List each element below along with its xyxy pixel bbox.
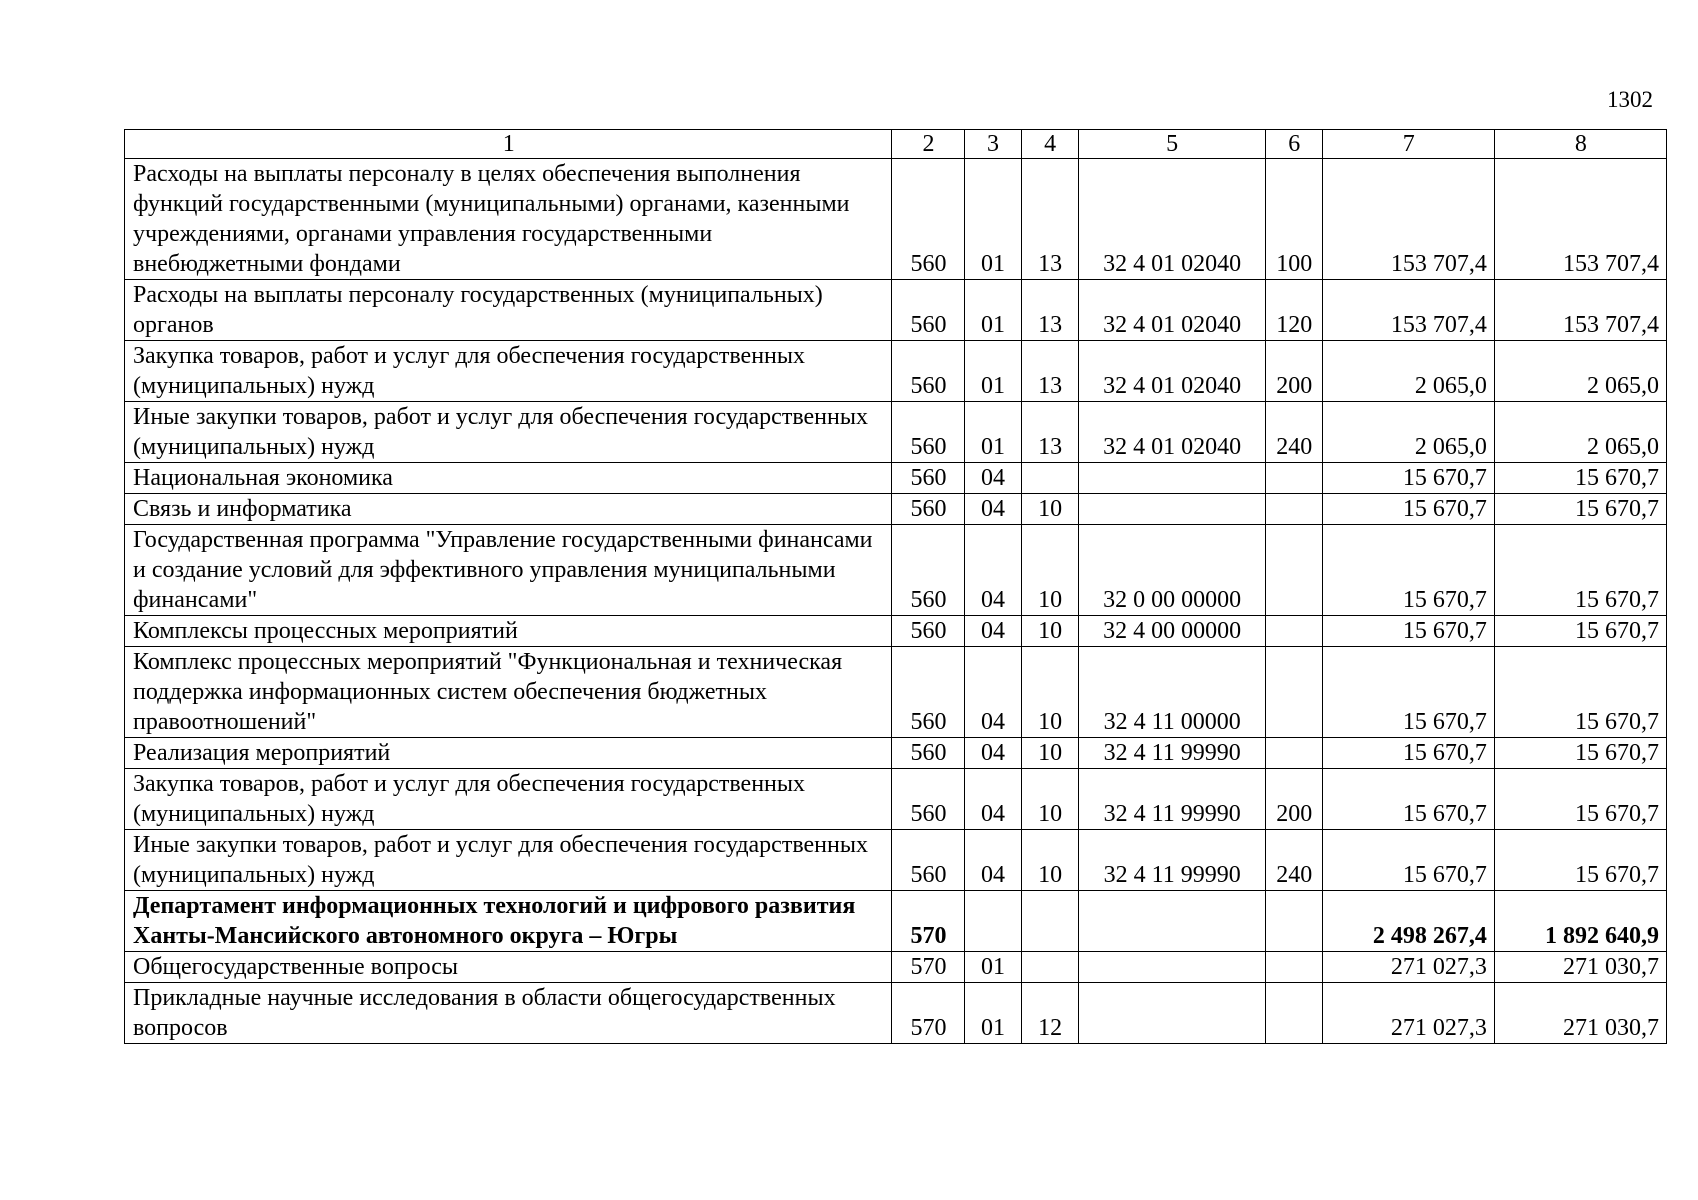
row-name-cell: Государственная программа "Управление государственными финансами и создание условий для эффективного управления муниципальными финансами" [125, 525, 892, 616]
row-expense-type-cell: 240 [1265, 402, 1322, 463]
table-header-row [125, 130, 1667, 159]
row-name-cell: Комплексы процессных мероприятий [125, 616, 892, 647]
row-section-cell: 01 [964, 341, 1021, 402]
row-subsection-cell: 13 [1021, 341, 1078, 402]
row-amount-2-cell: 15 670,7 [1494, 769, 1666, 830]
row-section-cell: 04 [964, 525, 1021, 616]
header-cell: 4 [1021, 130, 1078, 159]
row-subsection-cell: 10 [1021, 769, 1078, 830]
table-row [125, 463, 1667, 494]
header-cell: 2 [892, 130, 964, 159]
row-amount-1-cell: 15 670,7 [1322, 525, 1494, 616]
row-target-article-cell: 32 4 11 00000 [1078, 647, 1265, 738]
row-code-cell: 560 [892, 463, 964, 494]
row-name-cell: Закупка товаров, работ и услуг для обеспечения государственных (муниципальных) нужд [125, 341, 892, 402]
row-amount-2-cell: 15 670,7 [1494, 647, 1666, 738]
row-amount-2-cell: 271 030,7 [1494, 983, 1666, 1044]
row-code-cell: 560 [892, 830, 964, 891]
table-row [125, 891, 1667, 952]
row-target-article-cell [1078, 983, 1265, 1044]
row-target-article-cell: 32 4 11 99990 [1078, 830, 1265, 891]
row-amount-2-cell: 153 707,4 [1494, 280, 1666, 341]
row-amount-1-cell: 15 670,7 [1322, 616, 1494, 647]
header-cell: 6 [1265, 130, 1322, 159]
row-section-cell: 01 [964, 402, 1021, 463]
row-code-cell: 560 [892, 738, 964, 769]
row-amount-2-cell: 153 707,4 [1494, 159, 1666, 280]
row-section-cell: 04 [964, 769, 1021, 830]
row-code-cell: 560 [892, 494, 964, 525]
row-subsection-cell: 10 [1021, 738, 1078, 769]
row-expense-type-cell [1265, 891, 1322, 952]
row-amount-2-cell: 1 892 640,9 [1494, 891, 1666, 952]
row-target-article-cell [1078, 463, 1265, 494]
row-expense-type-cell: 200 [1265, 769, 1322, 830]
row-target-article-cell: 32 4 11 99990 [1078, 738, 1265, 769]
table-row [125, 341, 1667, 402]
row-name-cell: Прикладные научные исследования в области общегосударственных вопросов [125, 983, 892, 1044]
row-amount-2-cell: 15 670,7 [1494, 830, 1666, 891]
table-row [125, 830, 1667, 891]
row-subsection-cell [1021, 891, 1078, 952]
row-subsection-cell: 10 [1021, 830, 1078, 891]
table-row [125, 983, 1667, 1044]
row-section-cell: 04 [964, 494, 1021, 525]
table-row [125, 280, 1667, 341]
row-expense-type-cell [1265, 463, 1322, 494]
row-target-article-cell: 32 4 01 02040 [1078, 159, 1265, 280]
row-name-cell: Реализация мероприятий [125, 738, 892, 769]
row-subsection-cell [1021, 463, 1078, 494]
row-target-article-cell: 32 4 01 02040 [1078, 280, 1265, 341]
row-target-article-cell: 32 4 00 00000 [1078, 616, 1265, 647]
row-code-cell: 560 [892, 616, 964, 647]
row-name-cell: Департамент информационных технологий и цифрового развития Ханты-Мансийского автономного округа – Югры [125, 891, 892, 952]
row-amount-2-cell: 2 065,0 [1494, 341, 1666, 402]
row-expense-type-cell: 120 [1265, 280, 1322, 341]
table-row [125, 952, 1667, 983]
header-cell: 1 [125, 130, 892, 159]
row-amount-2-cell: 15 670,7 [1494, 494, 1666, 525]
row-name-cell: Комплекс процессных мероприятий "Функциональная и техническая поддержка информационных систем обеспечения бюджетных правоотношений" [125, 647, 892, 738]
row-target-article-cell: 32 4 11 99990 [1078, 769, 1265, 830]
row-amount-2-cell: 15 670,7 [1494, 525, 1666, 616]
row-section-cell: 01 [964, 983, 1021, 1044]
row-section-cell: 04 [964, 738, 1021, 769]
row-code-cell: 570 [892, 983, 964, 1044]
header-cell: 5 [1078, 130, 1265, 159]
row-amount-2-cell: 271 030,7 [1494, 952, 1666, 983]
row-name-cell: Расходы на выплаты персоналу государственных (муниципальных) органов [125, 280, 892, 341]
row-target-article-cell [1078, 891, 1265, 952]
row-amount-1-cell: 153 707,4 [1322, 280, 1494, 341]
row-amount-1-cell: 15 670,7 [1322, 830, 1494, 891]
row-code-cell: 560 [892, 341, 964, 402]
table-row [125, 494, 1667, 525]
row-code-cell: 560 [892, 525, 964, 616]
row-amount-1-cell: 15 670,7 [1322, 494, 1494, 525]
row-code-cell: 570 [892, 952, 964, 983]
row-code-cell: 560 [892, 769, 964, 830]
row-subsection-cell: 13 [1021, 280, 1078, 341]
row-expense-type-cell [1265, 647, 1322, 738]
row-expense-type-cell: 100 [1265, 159, 1322, 280]
row-amount-2-cell: 15 670,7 [1494, 738, 1666, 769]
row-code-cell: 570 [892, 891, 964, 952]
row-section-cell: 04 [964, 830, 1021, 891]
table-row [125, 525, 1667, 616]
header-cell: 3 [964, 130, 1021, 159]
row-amount-1-cell: 15 670,7 [1322, 769, 1494, 830]
row-amount-2-cell: 15 670,7 [1494, 616, 1666, 647]
row-code-cell: 560 [892, 159, 964, 280]
row-amount-1-cell: 15 670,7 [1322, 647, 1494, 738]
budget-table [124, 129, 1667, 1044]
table-row [125, 159, 1667, 280]
row-code-cell: 560 [892, 280, 964, 341]
row-expense-type-cell [1265, 525, 1322, 616]
row-target-article-cell [1078, 494, 1265, 525]
row-section-cell: 04 [964, 616, 1021, 647]
row-section-cell [964, 891, 1021, 952]
row-amount-1-cell: 15 670,7 [1322, 463, 1494, 494]
row-name-cell: Закупка товаров, работ и услуг для обеспечения государственных (муниципальных) нужд [125, 769, 892, 830]
row-amount-2-cell: 15 670,7 [1494, 463, 1666, 494]
row-section-cell: 01 [964, 952, 1021, 983]
row-section-cell: 01 [964, 280, 1021, 341]
row-subsection-cell: 10 [1021, 494, 1078, 525]
header-cell: 7 [1322, 130, 1494, 159]
row-amount-1-cell: 2 498 267,4 [1322, 891, 1494, 952]
row-subsection-cell: 10 [1021, 616, 1078, 647]
row-subsection-cell [1021, 952, 1078, 983]
row-target-article-cell: 32 4 01 02040 [1078, 341, 1265, 402]
row-name-cell: Национальная экономика [125, 463, 892, 494]
row-code-cell: 560 [892, 402, 964, 463]
header-cell: 8 [1494, 130, 1666, 159]
row-expense-type-cell [1265, 494, 1322, 525]
row-name-cell: Иные закупки товаров, работ и услуг для обеспечения государственных (муниципальных) нужд [125, 830, 892, 891]
row-section-cell: 01 [964, 159, 1021, 280]
row-target-article-cell [1078, 952, 1265, 983]
row-amount-1-cell: 15 670,7 [1322, 738, 1494, 769]
row-section-cell: 04 [964, 647, 1021, 738]
row-name-cell: Общегосударственные вопросы [125, 952, 892, 983]
row-expense-type-cell [1265, 738, 1322, 769]
row-code-cell: 560 [892, 647, 964, 738]
row-amount-2-cell: 2 065,0 [1494, 402, 1666, 463]
row-name-cell: Связь и информатика [125, 494, 892, 525]
row-section-cell: 04 [964, 463, 1021, 494]
row-subsection-cell: 13 [1021, 159, 1078, 280]
row-expense-type-cell [1265, 952, 1322, 983]
row-amount-1-cell: 2 065,0 [1322, 402, 1494, 463]
table-row [125, 402, 1667, 463]
row-expense-type-cell [1265, 983, 1322, 1044]
row-target-article-cell: 32 0 00 00000 [1078, 525, 1265, 616]
row-subsection-cell: 12 [1021, 983, 1078, 1044]
row-target-article-cell: 32 4 01 02040 [1078, 402, 1265, 463]
row-amount-1-cell: 153 707,4 [1322, 159, 1494, 280]
table-row [125, 647, 1667, 738]
table-row [125, 616, 1667, 647]
row-subsection-cell: 10 [1021, 525, 1078, 616]
row-name-cell: Расходы на выплаты персоналу в целях обеспечения выполнения функций государственными (муниципальными) органами, казенными учреждениями, органами управления государственными внебюджетными фондами [125, 159, 892, 280]
row-amount-1-cell: 271 027,3 [1322, 952, 1494, 983]
row-expense-type-cell: 200 [1265, 341, 1322, 402]
row-name-cell: Иные закупки товаров, работ и услуг для обеспечения государственных (муниципальных) нужд [125, 402, 892, 463]
row-expense-type-cell: 240 [1265, 830, 1322, 891]
table-row [125, 769, 1667, 830]
row-subsection-cell: 13 [1021, 402, 1078, 463]
row-expense-type-cell [1265, 616, 1322, 647]
table-row [125, 738, 1667, 769]
row-amount-1-cell: 2 065,0 [1322, 341, 1494, 402]
page-number: 1302 [1607, 87, 1653, 112]
row-subsection-cell: 10 [1021, 647, 1078, 738]
row-amount-1-cell: 271 027,3 [1322, 983, 1494, 1044]
